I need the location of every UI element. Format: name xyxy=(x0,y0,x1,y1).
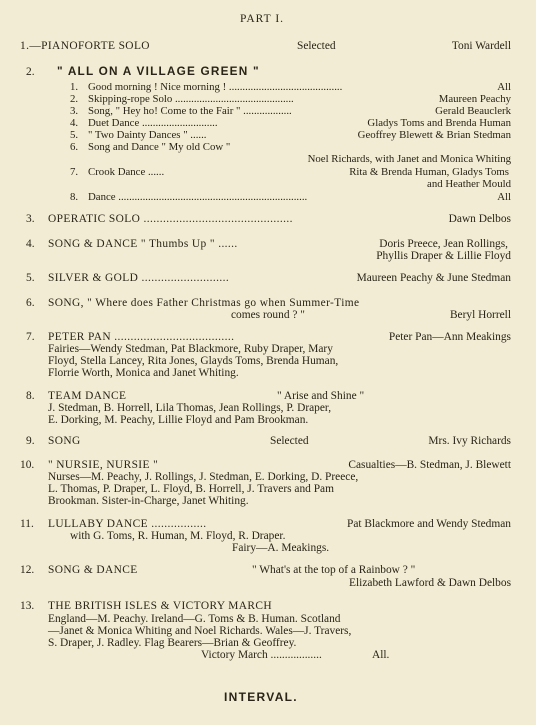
sub-5-num: 5. xyxy=(70,129,79,141)
item-12-title: SONG & DANCE xyxy=(48,564,138,576)
item-9-performer: Mrs. Ivy Richards xyxy=(428,435,511,447)
item-4-title: SONG & DANCE " Thumbs Up " ...... xyxy=(48,238,238,250)
sub-1-num: 1. xyxy=(70,81,79,93)
item-10-title: " NURSIE, NURSIE " xyxy=(48,459,159,471)
sub-6-num: 6. xyxy=(70,141,79,153)
item-7-performer: Peter Pan—Ann Meakings xyxy=(388,331,511,343)
item-11-performer: Pat Blackmore and Wendy Stedman xyxy=(346,518,511,530)
item-13-finale-performer: All. xyxy=(372,649,390,661)
item-2-title: " ALL ON A VILLAGE GREEN " xyxy=(57,64,260,78)
sub-5-performer: Geoffrey Blewett & Brian Stedman xyxy=(357,129,511,141)
sub-1-performer: All xyxy=(497,81,511,93)
item-10-cast-line-2: L. Thomas, P. Draper, L. Floyd, B. Horrell, J. Travers and Pam xyxy=(48,483,334,495)
sub-8-performer: All xyxy=(497,191,511,203)
item-6-num: 6. xyxy=(26,297,35,309)
sub-1-text: Good morning ! Nice morning ! .......................................... xyxy=(88,81,343,93)
item-7-cast-line-1: Fairies—Wendy Stedman, Pat Blackmore, Ruby Draper, Mary xyxy=(48,343,333,355)
item-9-mid: Selected xyxy=(270,435,309,447)
item-5-performer: Maureen Peachy & June Stedman xyxy=(356,272,511,284)
item-4-performer: Doris Preece, Jean Rollings, xyxy=(379,238,508,250)
sub-8-num: 8. xyxy=(70,191,79,203)
sub-4-performer: Gladys Toms and Brenda Human xyxy=(367,117,511,129)
item-7-title: PETER PAN ..................................... xyxy=(48,331,235,343)
item-8-title: TEAM DANCE xyxy=(48,390,127,402)
sub-3-performer: Gerald Beauclerk xyxy=(435,105,511,117)
item-13-cast-line-1: England—M. Peachy. Ireland—G. Toms & B. Human. Scotland xyxy=(48,613,341,625)
item-5-title: SILVER & GOLD ........................... xyxy=(48,272,230,284)
sub-4-text: Duet Dance ............................ xyxy=(88,117,218,129)
item-8-cast-line-2: E. Dorking, M. Peachy, Lillie Floyd and Pam Brookman. xyxy=(48,414,309,426)
item-10-cast-line-3: Brookman. Sister-in-Charge, Janet Whiting. xyxy=(48,495,249,507)
item-1-title: 1.—PIANOFORTE SOLO xyxy=(20,40,150,52)
item-9-title: SONG xyxy=(48,435,81,447)
item-12-num: 12. xyxy=(20,564,35,576)
item-8-cast-line-1: J. Stedman, B. Horrell, Lila Thomas, Jean Rollings, P. Draper, xyxy=(48,402,332,414)
sub-2-text: Skipping-rope Solo ............................................ xyxy=(88,93,294,105)
item-1-performer: Toni Wardell xyxy=(451,40,511,52)
item-3-performer: Dawn Delbos xyxy=(448,213,511,225)
item-10-performer: Casualties—B. Stedman, J. Blewett xyxy=(348,459,511,471)
item-2-num: 2. xyxy=(26,66,35,78)
item-7-cast-line-2: Floyd, Stella Lancey, Rita Jones, Glayds Toms, Brenda Human, xyxy=(48,355,339,367)
sub-8-text: Dance ...................................................................... xyxy=(88,191,308,203)
sub-7-performer-line2: and Heather Mould xyxy=(427,178,511,190)
item-11-num: 11. xyxy=(20,518,34,530)
item-9-num: 9. xyxy=(26,435,35,447)
item-10-cast-line-1: Nurses—M. Peachy, J. Rollings, J. Stedman, E. Dorking, D. Preece, xyxy=(48,471,359,483)
item-10-num: 10. xyxy=(20,459,35,471)
sub-4-num: 4. xyxy=(70,117,79,129)
item-8-mid: " Arise and Shine " xyxy=(277,390,365,402)
item-4-performer-line2: Phyllis Draper & Lillie Floyd xyxy=(376,250,511,262)
sub-5-text: " Two Dainty Dances " ...... xyxy=(88,129,207,141)
sub-3-text: Song, " Hey ho! Come to the Fair " .................. xyxy=(88,105,292,117)
sub-7-num: 7. xyxy=(70,166,79,178)
item-3-title: OPERATIC SOLO .............................................. xyxy=(48,213,293,225)
item-6-title-line2: comes round ? " xyxy=(231,309,305,321)
item-1-mid: Selected xyxy=(297,40,336,52)
sub-6-text: Song and Dance " My old Cow " xyxy=(88,141,231,153)
item-7-num: 7. xyxy=(26,331,35,343)
sub-3-num: 3. xyxy=(70,105,79,117)
sub-2-performer: Maureen Peachy xyxy=(438,93,511,105)
item-3-num: 3. xyxy=(26,213,35,225)
item-13-cast-line-2: —Janet & Monica Whiting and Noel Richards. Wales—J. Travers, xyxy=(48,625,352,637)
item-11-title: LULLABY DANCE ................. xyxy=(48,518,207,530)
sub-6-performer: Noel Richards, with Janet and Monica Whiting xyxy=(307,153,511,165)
sub-7-performer: Rita & Brenda Human, Gladys Toms xyxy=(349,166,509,178)
item-12-mid: " What's at the top of a Rainbow ? " xyxy=(252,564,416,576)
part-heading: PART I. xyxy=(240,13,285,25)
item-11-cast-line-1: with G. Toms, R. Human, M. Floyd, R. Draper. xyxy=(70,530,286,542)
item-13-finale: Victory March .................. xyxy=(201,649,322,661)
item-13-cast-line-3: S. Draper, J. Radley. Flag Bearers—Brian & Geoffrey. xyxy=(48,637,297,649)
interval-heading: INTERVAL. xyxy=(224,690,298,704)
item-6-title: SONG, " Where does Father Christmas go when Summer-Time xyxy=(48,297,360,309)
item-5-num: 5. xyxy=(26,272,35,284)
item-13-num: 13. xyxy=(20,600,35,612)
sub-2-num: 2. xyxy=(70,93,79,105)
sub-7-text: Crook Dance ...... xyxy=(88,166,165,178)
item-7-cast-line-3: Florrie Worth, Monica and Janet Whiting. xyxy=(48,367,239,379)
item-8-num: 8. xyxy=(26,390,35,402)
item-12-performer: Elizabeth Lawford & Dawn Delbos xyxy=(349,577,511,589)
item-11-cast-line-2: Fairy—A. Meakings. xyxy=(232,542,330,554)
item-13-title: THE BRITISH ISLES & VICTORY MARCH xyxy=(48,600,273,612)
item-6-performer: Beryl Horrell xyxy=(449,309,511,321)
item-4-num: 4. xyxy=(26,238,35,250)
